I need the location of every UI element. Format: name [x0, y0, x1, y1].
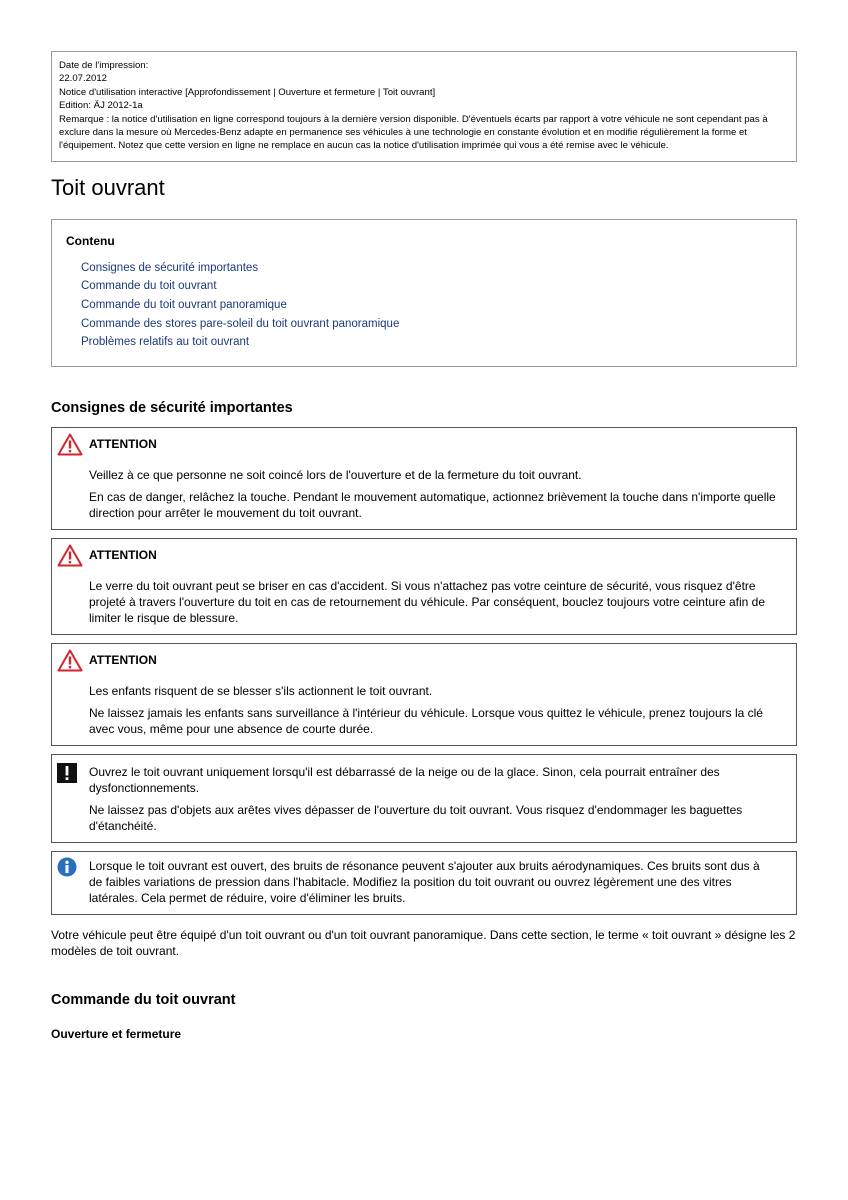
warning-title: ATTENTION [89, 652, 157, 667]
info-notice [51, 851, 797, 915]
section-heading-safety: Consignes de sécurité importantes [51, 399, 293, 416]
print-date-label: Date de l'impression: [59, 60, 149, 71]
warning-triangle-icon [57, 649, 83, 677]
warning-notice [51, 538, 797, 635]
toc-link-sunroof-control[interactable]: Commande du toit ouvrant [81, 280, 217, 293]
warning-notice [51, 427, 797, 530]
info-text: Lorsque le toit ouvrant est ouvert, des bruits de résonance peuvent s'ajouter aux bruits aérodynamiques. Ces bruits sont dus à de faibles variations de pression dans l'habitacle. Modifiez la position du toit ouvrant ou ouvrez légèrement une des vitres latérales. Cela permet de réduire, voire d'éliminer les bruits. [89, 858, 760, 905]
table-of-contents [51, 219, 797, 367]
toc-link-panoramic-control[interactable]: Commande du toit ouvrant panoramique [81, 299, 287, 312]
toc-list [66, 259, 782, 352]
caution-text: Ouvrez le toit ouvrant uniquement lorsqu'il est débarrassé de la neige ou de la glace. Sinon, cela pourrait entraîner des dysfonctionnements. [89, 764, 720, 795]
print-date: 22.07.2012 [59, 73, 108, 85]
caution-text: Ne laissez pas d'objets aux arêtes vives dépasser de l'ouverture du toit ouvrant. Vous risquez d'endommager les baguettes d'étanchéité. [89, 802, 743, 833]
document-page [51, 51, 797, 1042]
caution-notice [51, 754, 797, 843]
warning-text: Ne laissez jamais les enfants sans surveillance à l'intérieur du véhicule. Lorsque vous quittez le véhicule, prenez toujours la clé avec vous, même pour une absence de courte durée. [89, 705, 763, 736]
warning-text: Les enfants risquent de se blesser s'ils actionnent le toit ouvrant. [89, 683, 433, 698]
warning-triangle-icon [57, 544, 83, 572]
print-edition: Edition: ÄJ 2012-1a [59, 100, 143, 112]
info-icon [57, 857, 77, 882]
toc-link-sunblinds[interactable]: Commande des stores pare-soleil du toit ouvrant panoramique [81, 317, 400, 330]
warning-title: ATTENTION [89, 436, 157, 451]
exclamation-icon [57, 763, 77, 788]
warning-text: Veillez à ce que personne ne soit coincé lors de l'ouverture et de la fermeture du toit ouvrant. [89, 467, 582, 482]
body-paragraph: Votre véhicule peut être équipé d'un toit ouvrant ou d'un toit ouvrant panoramique. Dans cette section, le terme « toit ouvrant » désigne les 2 modèles de toit ouvrant. [51, 927, 796, 958]
toc-heading: Contenu [66, 233, 115, 248]
warning-text: En cas de danger, relâchez la touche. Pendant le mouvement automatique, actionnez brièvement la touche dans n'importe quelle direction pour arrêter le mouvement du toit ouvrant. [89, 489, 776, 520]
print-remark: Remarque : la notice d'utilisation en ligne correspond toujours à la dernière version disponible. D'éventuels écarts par rapport à votre véhicule ne sont cependant pas à exclure dans la mesure où Mercedes-Benz adapte en permanence ses véhicules à une technologie en constante évolution et en modifie régulièrement la forme et l'équipement. Notez que cette version en ligne ne remplace en aucun cas la notice d'utilisation imprimée qui vous a été remise avec le véhicule. [59, 113, 768, 152]
subheading-open-close: Ouverture et fermeture [51, 1026, 182, 1041]
toc-link-safety[interactable]: Consignes de sécurité importantes [81, 261, 259, 274]
print-breadcrumb: Notice d'utilisation interactive [Approfondissement | Ouverture et fermeture | Toit ouvrant] [59, 86, 436, 98]
toc-link-problems[interactable]: Problèmes relatifs au toit ouvrant [81, 336, 250, 349]
section-heading-sunroof-control: Commande du toit ouvrant [51, 991, 236, 1008]
warning-triangle-icon [57, 433, 83, 461]
print-info-box [51, 51, 797, 162]
page-title: Toit ouvrant [51, 174, 165, 200]
warning-notice [51, 643, 797, 746]
warning-text: Le verre du toit ouvrant peut se briser en cas d'accident. Si vous n'attachez pas votre ceinture de sécurité, vous risquez d'être projeté à travers l'ouverture du toit en cas de retournement du véhicule. Par conséquent, bouclez toujours votre ceinture afin de limiter le risque de blessure. [89, 578, 766, 625]
warning-title: ATTENTION [89, 547, 157, 562]
